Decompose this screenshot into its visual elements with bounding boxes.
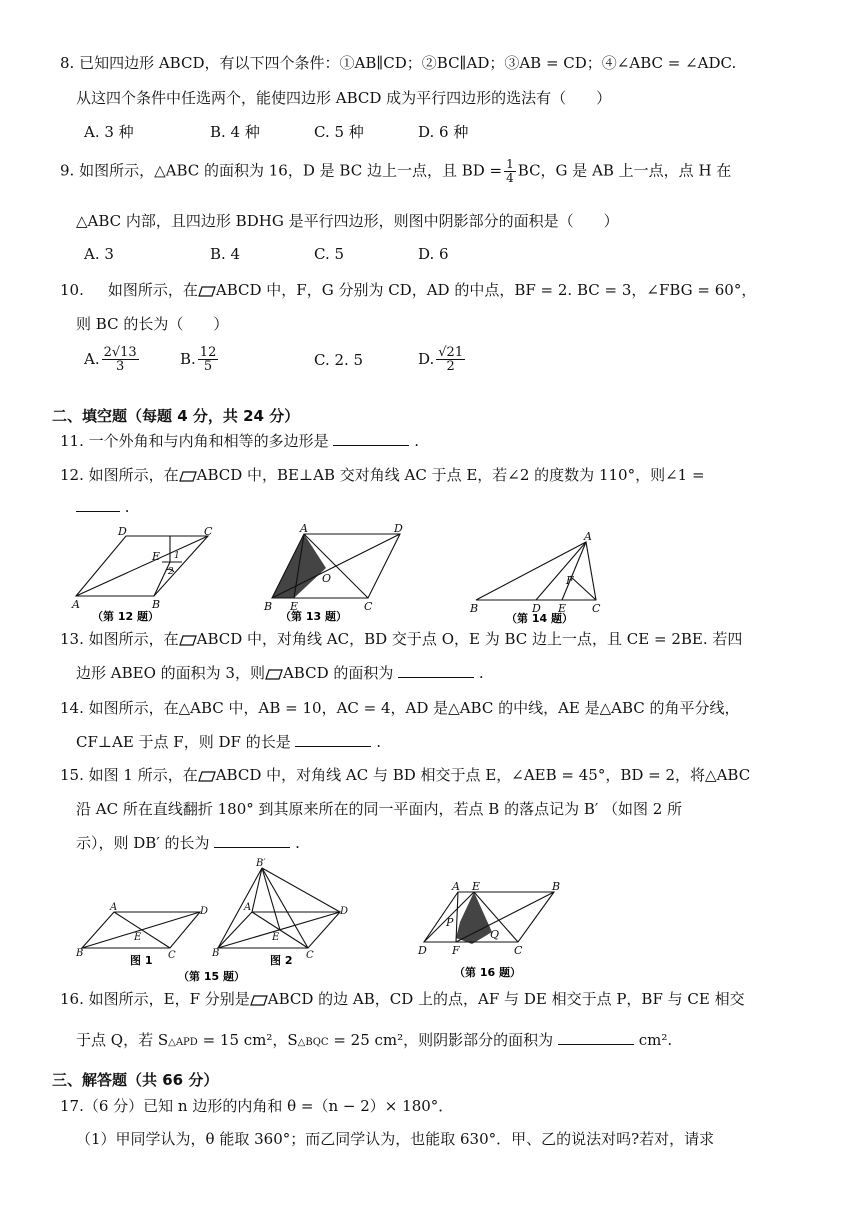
q9-option-a: A. 3	[84, 245, 114, 263]
q9-option-c: C. 5	[314, 245, 345, 263]
fig15b-label-b: B	[212, 948, 220, 959]
fig15a-caption: 图 1	[130, 954, 153, 967]
fig12-label-e: E	[152, 550, 161, 563]
q11-end: .	[414, 432, 419, 450]
q9-line2: △ABC 内部，且四边形 BDHG 是平行四边形，则图中阴影部分的面积是（ ）	[76, 212, 619, 230]
fig13-label-e: E	[290, 600, 299, 613]
q15-end: .	[295, 834, 300, 852]
q8-line2: 从这四个条件中任选两个，能使四边形 ABCD 成为平行四边形的选法有（ ）	[76, 89, 612, 107]
q16-sub-apd: △APD	[168, 1037, 198, 1048]
parallelogram-icon	[198, 771, 216, 782]
parallelogram-icon	[250, 995, 268, 1006]
fig12-label-d: D	[118, 525, 127, 538]
fig16-label-c: C	[514, 944, 523, 957]
fig15-caption: （第 15 题）	[178, 970, 245, 983]
q8-line1: 8. 已知四边形 ABCD，有以下四个条件：①AB∥CD；②BC∥AD；③AB = CD；④∠ABC = ∠ADC.	[60, 54, 737, 72]
q9-options	[84, 245, 449, 263]
fig15b-label-e: E	[272, 932, 280, 943]
fig16-label-a: A	[452, 880, 460, 893]
q12-answer-blank[interactable]	[76, 497, 120, 512]
fig14-label-a: A	[584, 530, 592, 543]
fig12-label-1: 1	[174, 551, 180, 561]
fig16-label-f: F	[452, 944, 460, 957]
q16-line2	[76, 1029, 672, 1050]
q16-text-c: 于点 Q，若 S	[76, 1031, 169, 1049]
q10-opt-d-den: 2	[446, 359, 455, 374]
fig12-caption: （第 12 题）	[92, 610, 159, 623]
q10-number: 10.	[60, 281, 84, 299]
q10-opt-a-den: 3	[116, 359, 125, 374]
parallelogram-icon	[198, 286, 216, 297]
fig12-label-c: C	[204, 525, 213, 538]
q14-end: .	[376, 733, 382, 751]
q10-text-b: ABCD 中，F，G 分别为 CD，AD 的中点，BF = 2. BC = 3，∠FBG = 60°，	[215, 281, 757, 299]
q10-line2: 则 BC 的长为（ ）	[76, 315, 229, 333]
q14-line1: 14. 如图所示，在△ABC 中，AB = 10，AC = 4，AD 是△ABC 的中线，AE 是△ABC 的角平分线，	[60, 699, 740, 717]
q15-answer-blank[interactable]	[214, 833, 290, 848]
fig15b-label-a: A	[244, 902, 252, 913]
fig12-label-a: A	[72, 598, 80, 611]
section-2-heading: 二、填空题（每题 4 分，共 24 分）	[52, 407, 300, 425]
q13-text-c: 边形 ABEO 的面积为 3，则	[76, 664, 265, 682]
q14-text: CF⊥AE 于点 F，则 DF 的长是	[76, 733, 291, 751]
q12-text-b: ABCD 中，BE⊥AB 交对角线 AC 于点 E，若∠2 的度数为 110°，则∠1 =	[196, 466, 705, 484]
q16-text-e: = 25 cm²，则阴影部分的面积为	[328, 1031, 554, 1049]
q13-line2	[76, 662, 484, 683]
q10-opt-a-num: 2√13	[103, 345, 137, 360]
q15-text-a: 15. 如图 1 所示，在	[60, 766, 198, 784]
fig14-label-c: C	[592, 602, 601, 615]
q9-text-a: 9. 如图所示，△ABC 的面积为 16，D 是 BC 边上一点，且 BD =	[60, 161, 503, 180]
q8-options	[84, 121, 468, 142]
q10-opt-b-frac	[198, 346, 219, 373]
q10-option-a	[84, 346, 180, 373]
fig16-caption: （第 16 题）	[454, 966, 521, 979]
q10-option-b	[180, 346, 314, 373]
figure-14	[466, 530, 616, 628]
q13-text-a: 13. 如图所示，在	[60, 630, 179, 648]
q10-opt-d-num: √21	[438, 345, 464, 360]
fig14-caption: （第 14 题）	[506, 612, 573, 625]
fig13-label-a: A	[300, 522, 308, 535]
q9-option-b: B. 4	[210, 245, 241, 263]
q8-option-a: A. 3 种	[84, 123, 134, 141]
q16-sub-bqc: △BQC	[297, 1037, 329, 1048]
q9-fraction	[504, 158, 516, 185]
q15-line3	[76, 832, 300, 853]
fig16-label-d: D	[418, 944, 427, 957]
fig15b-label-c: C	[306, 950, 314, 961]
q14-line2	[76, 731, 381, 752]
q8-option-d: D. 6 种	[418, 123, 469, 141]
q9-frac-num: 1	[506, 157, 514, 171]
q17-line1: 17.（6 分）已知 n 边形的内角和 θ =（n − 2）× 180°．	[60, 1097, 454, 1115]
q13-text-b: ABCD 中，对角线 AC，BD 交于点 O，E 为 BC 边上一点，且 CE = 2BE. 若四	[196, 630, 743, 648]
q15-text-c: 示），则 DB′ 的长为	[76, 834, 210, 852]
q16-answer-blank[interactable]	[558, 1030, 634, 1045]
figure-12	[70, 526, 220, 626]
fig15a-label-c: C	[168, 950, 176, 961]
q11-line	[60, 430, 419, 451]
q16-text-b: ABCD 的边 AB，CD 上的点，AF 与 DE 相交于点 P，BF 与 CE 相交	[267, 990, 745, 1008]
fig13-label-b: B	[264, 600, 273, 613]
fig15a-label-d: D	[200, 906, 209, 917]
figure-13	[256, 522, 406, 626]
q10-option-d	[418, 346, 467, 373]
fig13-label-o: O	[322, 572, 332, 585]
q9-line1	[60, 158, 731, 185]
fig12-label-b: B	[152, 598, 161, 611]
q14-answer-blank[interactable]	[295, 732, 371, 747]
fig15b-label-bprime: B′	[256, 858, 266, 869]
fig12-label-2: 2	[168, 567, 174, 577]
q10-text-a: 如图所示，在	[107, 281, 198, 299]
parallelogram-icon	[265, 669, 283, 680]
q13-answer-blank[interactable]	[398, 663, 474, 678]
q16-text-d: = 15 cm²，S	[197, 1031, 298, 1049]
q13-end: .	[478, 664, 484, 682]
q10-opt-a-label: A.	[84, 349, 100, 368]
fig14-label-e: E	[558, 602, 567, 615]
q17-line2: （1）甲同学认为，θ 能取 360°；而乙同学认为，也能取 630°．甲、乙的说法对吗?若对，请求	[76, 1130, 715, 1148]
q15-line1	[60, 764, 750, 785]
figure-15	[72, 858, 362, 988]
q9-frac-den: 4	[506, 171, 514, 185]
q12-end: .	[124, 498, 130, 516]
parallelogram-icon	[179, 635, 197, 646]
fig16-label-p: P	[446, 916, 454, 929]
q10-opt-b-den: 5	[203, 359, 213, 374]
fig13-caption: （第 13 题）	[280, 610, 347, 623]
fig15b-label-d: D	[340, 906, 349, 917]
fig14-label-d: D	[532, 602, 541, 615]
fig16-label-b: B	[552, 880, 561, 893]
fig14-label-b: B	[470, 602, 479, 615]
fig15a-label-a: A	[110, 902, 118, 913]
q11-text: 11. 一个外角和与内角和相等的多边形是	[60, 432, 329, 450]
parallelogram-icon	[179, 471, 197, 482]
q10-line1	[60, 279, 756, 300]
q12-line1	[60, 464, 705, 485]
q10-opt-b-num: 12	[199, 345, 217, 360]
q12-line2	[76, 497, 130, 516]
fig16-label-q: Q	[490, 928, 500, 941]
q10-option-c: C. 2. 5	[314, 350, 364, 369]
fig15a-label-b: B	[76, 948, 84, 959]
q8-option-c: C. 5 种	[314, 123, 364, 141]
q16-line1	[60, 988, 745, 1009]
section-3-heading: 三、解答题（共 66 分）	[52, 1071, 219, 1089]
fig13-label-d: D	[394, 522, 403, 535]
q13-text-d: ABCD 的面积为	[282, 664, 394, 682]
q10-opt-d-frac	[436, 346, 465, 373]
fig16-label-e: E	[472, 880, 481, 893]
fig15a-label-e: E	[134, 932, 142, 943]
q8-option-b: B. 4 种	[210, 123, 260, 141]
fig13-label-c: C	[364, 600, 373, 613]
q15-line2: 沿 AC 所在直线翻折 180° 到其原来所在的同一平面内，若点 B 的落点记为 B′ （如图 2 所	[76, 800, 683, 818]
q10-opt-a-frac	[102, 346, 139, 373]
q16-unit: cm².	[638, 1031, 673, 1049]
q10-opt-b-label: B.	[180, 349, 196, 368]
q9-option-d: D. 6	[418, 245, 449, 263]
q16-text-a: 16. 如图所示，E，F 分别是	[60, 990, 250, 1008]
q10-options	[84, 346, 467, 373]
fig14-label-f: F	[566, 574, 574, 587]
q9-text-b: BC，G 是 AB 上一点，点 H 在	[517, 161, 732, 180]
figure-16	[418, 882, 568, 986]
q12-text-a: 12. 如图所示，在	[60, 466, 179, 484]
q10-opt-d-label: D.	[418, 349, 435, 368]
q15-text-b: ABCD 中，对角线 AC 与 BD 相交于点 E，∠AEB = 45°，BD = 2，将△ABC	[215, 766, 751, 784]
q13-line1	[60, 628, 742, 649]
fig15b-caption: 图 2	[270, 954, 293, 967]
q11-answer-blank[interactable]	[333, 431, 409, 446]
